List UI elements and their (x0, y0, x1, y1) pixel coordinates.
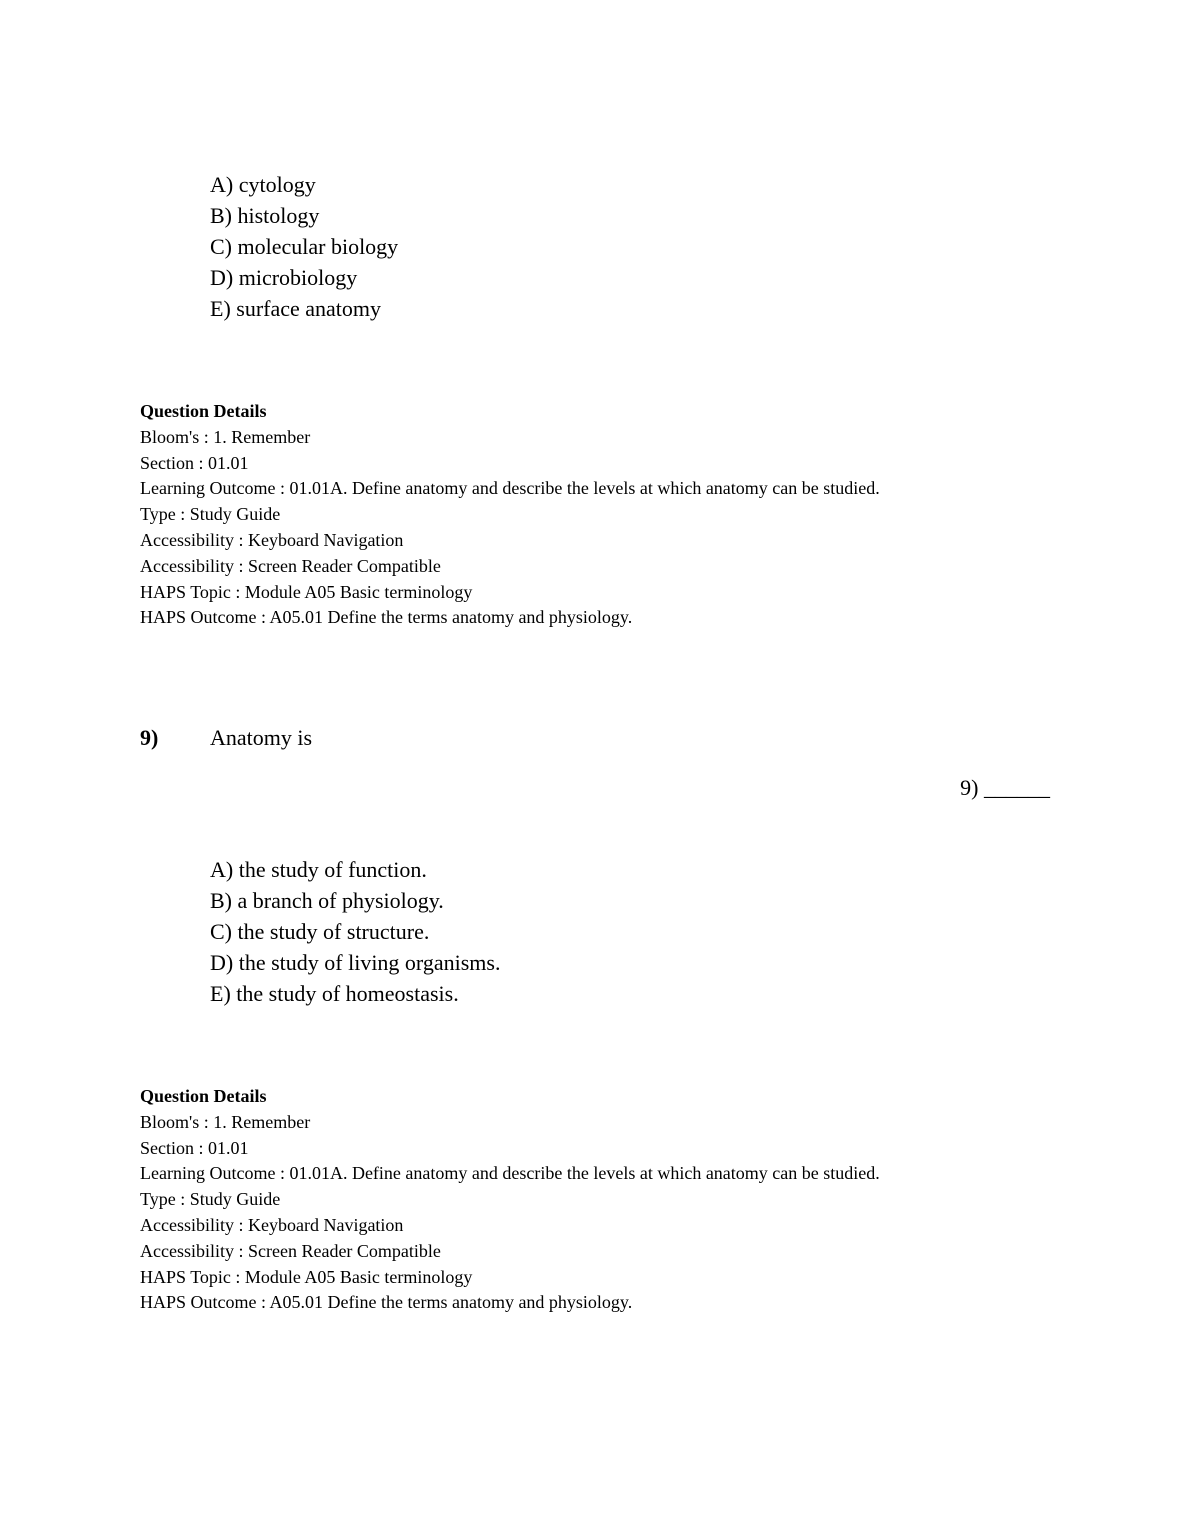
q9-details-haps-topic: HAPS Topic : Module A05 Basic terminology (140, 1266, 473, 1287)
q8-options-list (210, 169, 398, 324)
q8-details-blooms: Bloom's : 1. Remember (140, 426, 311, 447)
q9-details-haps-outcome: HAPS Outcome : A05.01 Define the terms anatomy and physiology. (140, 1292, 633, 1313)
q9-number: 9) (140, 725, 159, 750)
q8-option-b: B) histology (210, 203, 320, 228)
q9-details-title: Question Details (140, 1086, 267, 1106)
q8-details-section: Section : 01.01 (140, 452, 249, 473)
q8-option-e: E) surface anatomy (210, 296, 382, 321)
q9-options-list (210, 854, 500, 1009)
q8-details-accessibility-keyboard: Accessibility : Keyboard Navigation (140, 529, 404, 550)
q8-details-accessibility-screen-reader: Accessibility : Screen Reader Compatible (140, 555, 441, 576)
q9-option-e: E) the study of homeostasis. (210, 981, 459, 1006)
q9-details-type: Type : Study Guide (140, 1189, 281, 1210)
q9-question-details (140, 1084, 1040, 1316)
q9-option-c: C) the study of structure. (210, 919, 430, 944)
q9-answer-blank: 9) ______ (960, 775, 1050, 800)
q9-details-blooms: Bloom's : 1. Remember (140, 1111, 311, 1132)
q8-option-d: D) microbiology (210, 265, 358, 290)
q8-details-type: Type : Study Guide (140, 504, 281, 525)
q9-details-accessibility-keyboard: Accessibility : Keyboard Navigation (140, 1214, 404, 1235)
q8-question-details (140, 399, 1040, 631)
q9-option-a: A) the study of function. (210, 857, 427, 882)
q8-details-haps-topic: HAPS Topic : Module A05 Basic terminology (140, 581, 473, 602)
q8-details-haps-outcome: HAPS Outcome : A05.01 Define the terms anatomy and physiology. (140, 607, 633, 628)
q9-stem: Anatomy is (210, 725, 313, 750)
q8-option-c: C) molecular biology (210, 234, 399, 259)
q9-details-section: Section : 01.01 (140, 1137, 249, 1158)
q8-details-learning-outcome: Learning Outcome : 01.01A. Define anatomy and describe the levels at which anatomy can be studied. (140, 478, 880, 499)
q8-details-title: Question Details (140, 401, 267, 421)
q8-option-a: A) cytology (210, 172, 316, 197)
q9-details-accessibility-screen-reader: Accessibility : Screen Reader Compatible (140, 1240, 441, 1261)
q9-details-learning-outcome: Learning Outcome : 01.01A. Define anatomy and describe the levels at which anatomy can be studied. (140, 1163, 880, 1184)
q9-option-b: B) a branch of physiology. (210, 888, 444, 913)
q9-option-d: D) the study of living organisms. (210, 950, 501, 975)
